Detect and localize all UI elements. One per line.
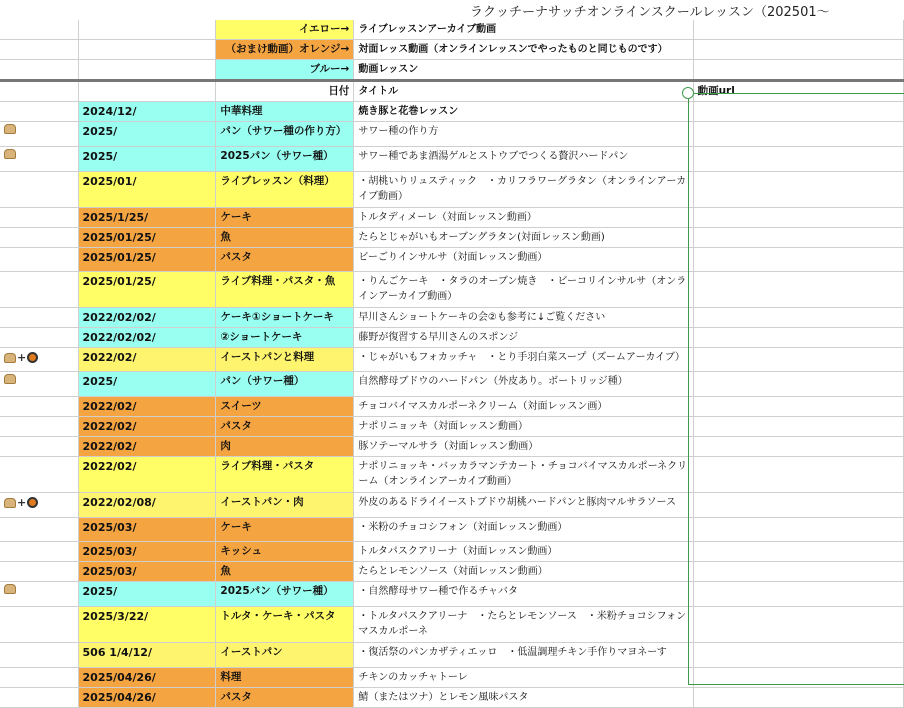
row-category[interactable]: パスタ (216, 417, 354, 437)
row-category[interactable]: イーストパン (216, 643, 354, 668)
lesson-table (0, 20, 904, 708)
table-row (0, 643, 904, 668)
table-row (0, 668, 904, 688)
legend-row-yellow (0, 20, 904, 40)
row-date[interactable]: 2025/03/ (78, 542, 216, 562)
row-title[interactable]: ・胡桃いりリュスティック ・カリフラワーグラタン（オンラインアーカイブ動画） (354, 172, 693, 208)
row-category[interactable]: キッシュ (216, 542, 354, 562)
row-category[interactable]: パン（サワー種） (216, 372, 354, 397)
row-title[interactable]: たらとレモンソース（対面レッスン動画） (354, 562, 693, 582)
table-row (0, 417, 904, 437)
row-title[interactable]: ナポリニョッキ・バッカラマンテカート・チョコバイマスカルポーネクリーム（オンラインアーカイブ動画） (354, 457, 693, 493)
row-date[interactable]: 2022/02/08/ (78, 493, 216, 518)
row-date[interactable]: 2025/ (78, 372, 216, 397)
row-date[interactable]: 2022/02/ (78, 437, 216, 457)
legend-desc[interactable]: 対面レッス動画（オンラインレッスンでやったものと同じものです） (354, 40, 693, 60)
frying-pan-icon (27, 352, 38, 363)
row-title[interactable]: 早川さんショートケーキの会②も参考に↓ご覧ください (354, 308, 693, 328)
header-url[interactable]: 動画url (693, 81, 903, 102)
row-category[interactable]: パスタ (216, 248, 354, 272)
row-title[interactable]: 鯖（またはツナ）とレモン風味パスタ (354, 688, 693, 708)
table-row (0, 457, 904, 493)
table-row (0, 518, 904, 542)
row-category[interactable]: ②ショートケーキ (216, 328, 354, 348)
table-row (0, 328, 904, 348)
table-row (0, 582, 904, 607)
row-date[interactable]: 2022/02/ (78, 417, 216, 437)
table-row (0, 102, 904, 122)
row-title[interactable]: チョコバイマスカルポーネクリーム（対面レッスン画） (354, 397, 693, 417)
row-title[interactable]: ・トルタパスクアリーナ ・たらとレモンソース ・米粉チョコシフォンマスカルポーネ (354, 607, 693, 643)
row-title[interactable]: ・じゃがいもフォカッチャ ・とり手羽白菜スープ（ズームアーカイブ） (354, 348, 693, 372)
row-title[interactable]: ・自然酵母サワー種で作るチャバタ (354, 582, 693, 607)
row-title[interactable]: ・復活祭のパンカザティエッロ ・低温調理チキン手作りマヨネーす (354, 643, 693, 668)
bread-icon (4, 374, 16, 384)
row-category[interactable]: パスタ (216, 688, 354, 708)
table-row (0, 147, 904, 172)
row-date[interactable]: 2022/02/02/ (78, 328, 216, 348)
plus-icon: + (17, 351, 27, 364)
row-category[interactable]: ライブ料理・パスタ (216, 457, 354, 493)
row-title[interactable]: トルタパスクアリーナ（対面レッスン動画） (354, 542, 693, 562)
row-date[interactable]: 2025/01/25/ (78, 272, 216, 308)
row-date[interactable]: 2022/02/ (78, 348, 216, 372)
table-row (0, 248, 904, 272)
row-date[interactable]: 2022/02/ (78, 457, 216, 493)
selection-handle[interactable] (682, 87, 694, 99)
row-date[interactable]: 2025/ (78, 122, 216, 147)
bread-icon (4, 149, 16, 159)
table-row (0, 172, 904, 208)
legend-row-blue (0, 60, 904, 81)
row-category[interactable]: 魚 (216, 562, 354, 582)
legend-label[interactable]: ブルー→ (216, 60, 354, 81)
row-title[interactable]: たらとじゃがいもオーブングラタン(対面レッスン動画) (354, 228, 693, 248)
row-title[interactable]: 藤野が復習する早川さんのスポンジ (354, 328, 693, 348)
legend-label[interactable]: （おまけ動画）オレンジ→ (216, 40, 354, 60)
row-category[interactable]: 魚 (216, 228, 354, 248)
row-category[interactable]: ライブレッスン（料理） (216, 172, 354, 208)
row-date[interactable]: 2022/02/ (78, 397, 216, 417)
header-date[interactable]: 日付 (216, 81, 354, 102)
row-date[interactable]: 2025/1/25/ (78, 208, 216, 228)
table-row (0, 437, 904, 457)
table-row (0, 562, 904, 582)
row-title[interactable]: ビーごりインサルサ（対面レッスン動画） (354, 248, 693, 272)
row-category[interactable]: 2025パン（サワー種） (216, 582, 354, 607)
row-date[interactable]: 2025/01/ (78, 172, 216, 208)
table-row (0, 493, 904, 518)
row-date[interactable]: 2025/3/22/ (78, 607, 216, 643)
bread-icon (4, 353, 16, 363)
legend-desc[interactable]: ライブレッスンアーカイブ動画 (354, 20, 693, 40)
row-category[interactable]: 料理 (216, 668, 354, 688)
row-title[interactable]: ・米粉のチョコシフォン（対面レッスン動画） (354, 518, 693, 542)
row-title[interactable]: サワー種の作り方 (354, 122, 693, 147)
row-category[interactable]: 肉 (216, 437, 354, 457)
table-row (0, 228, 904, 248)
row-date[interactable]: 2025/ (78, 582, 216, 607)
table-row (0, 308, 904, 328)
row-date[interactable]: 2025/ (78, 147, 216, 172)
row-category[interactable]: ケーキ①ショートケーキ (216, 308, 354, 328)
row-title[interactable]: ・りんごケーキ ・タラのオーブン焼き ・ビーコリインサルサ（オンラインアーカイブ動画） (354, 272, 693, 308)
row-category[interactable]: ケーキ (216, 208, 354, 228)
row-category[interactable]: トルタ・ケーキ・パスタ (216, 607, 354, 643)
bread-icon (4, 498, 16, 508)
legend-desc[interactable]: 動画レッスン (354, 60, 693, 81)
row-title[interactable]: 自然酵母ブドウのハードパン（外皮あり。ボートリッジ種） (354, 372, 693, 397)
header-title[interactable]: タイトル (354, 81, 693, 102)
row-date[interactable]: 2025/04/26/ (78, 668, 216, 688)
row-title[interactable]: 豚ソテーマルサラ（対面レッスン動画） (354, 437, 693, 457)
row-title[interactable]: トルタディメーレ（対面レッスン動画） (354, 208, 693, 228)
header-row (0, 81, 904, 102)
row-title[interactable]: 焼き豚と花巻レッスン (354, 102, 693, 122)
row-title[interactable]: 外皮のあるドライイーストブドウ胡桃ハードパンと豚肉マルサラソース (354, 493, 693, 518)
row-date[interactable]: 2024/12/ (78, 102, 216, 122)
row-date[interactable]: 2025/03/ (78, 562, 216, 582)
row-category[interactable]: パン（サワー種の作り方） (216, 122, 354, 147)
row-date[interactable]: 2025/04/26/ (78, 688, 216, 708)
legend-label[interactable]: イエロー→ (216, 20, 354, 40)
row-category[interactable]: スイーツ (216, 397, 354, 417)
bread-icon (4, 584, 16, 594)
table-row (0, 272, 904, 308)
table-row (0, 688, 904, 708)
row-category[interactable]: イーストパン・肉 (216, 493, 354, 518)
table-row (0, 348, 904, 372)
table-row (0, 372, 904, 397)
plus-icon: + (17, 496, 27, 509)
row-date[interactable]: 2025/01/25/ (78, 248, 216, 272)
row-title[interactable]: サワー種であま酒湯ゲルとストウブでつくる贅沢ハードパン (354, 147, 693, 172)
sheet-title: ラクッチーナサッチオンラインスクールレッスン（202501〜 (470, 5, 830, 20)
row-category[interactable]: 2025パン（サワー種） (216, 147, 354, 172)
row-date[interactable]: 2025/01/25/ (78, 228, 216, 248)
row-date[interactable]: 2025/03/ (78, 518, 216, 542)
row-category[interactable]: 中華料理 (216, 102, 354, 122)
row-category[interactable]: ライブ料理・パスタ・魚 (216, 272, 354, 308)
bread-icon (4, 124, 16, 134)
table-row (0, 397, 904, 417)
table-row (0, 122, 904, 147)
row-category[interactable]: ケーキ (216, 518, 354, 542)
row-title[interactable]: ナポリニョッキ（対面レッスン動画） (354, 417, 693, 437)
legend-row-orange (0, 40, 904, 60)
row-title[interactable]: チキンのカッチャトーレ (354, 668, 693, 688)
row-category[interactable]: イーストパンと料理 (216, 348, 354, 372)
table-row (0, 208, 904, 228)
table-row (0, 542, 904, 562)
table-row (0, 607, 904, 643)
frying-pan-icon (27, 497, 38, 508)
row-date[interactable]: 2022/02/02/ (78, 308, 216, 328)
row-date[interactable]: 506 1/4/12/ (78, 643, 216, 668)
